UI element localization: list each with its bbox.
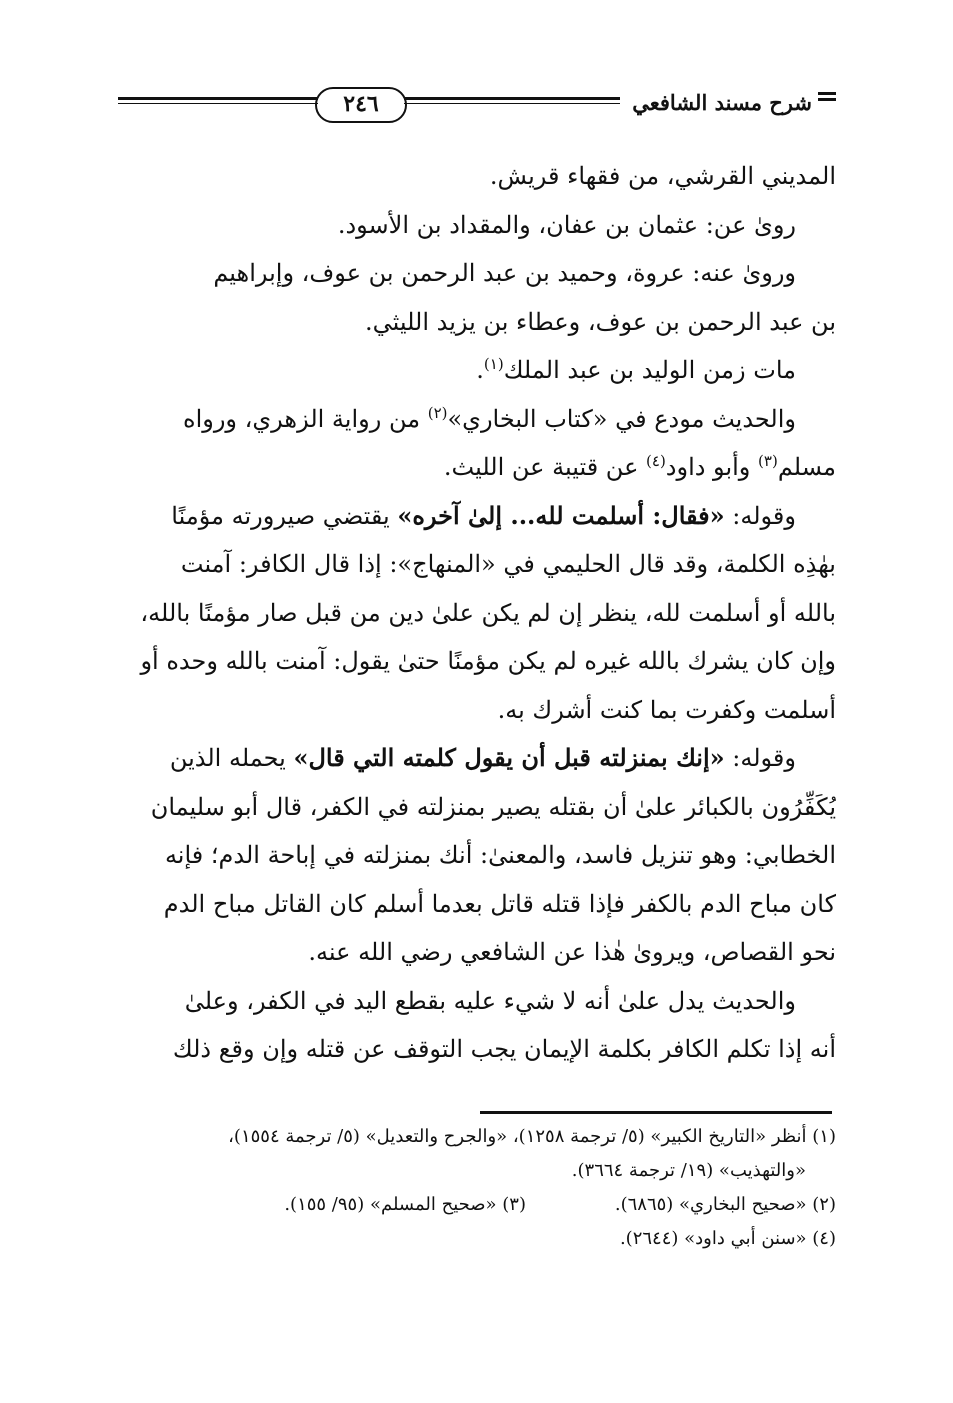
footnote-ref: (٣) (758, 452, 778, 470)
header-rule-left-thin (118, 103, 318, 104)
text-line: والحديث يدل علىٰ أنه لا شيء عليه بقطع اليد في الكفر، وعلىٰ (184, 986, 796, 1015)
header-ornament (818, 92, 836, 104)
header-rule-right (404, 97, 620, 100)
footnote-separator (480, 1111, 832, 1114)
running-title: شرح مسند الشافعي (632, 90, 812, 115)
page-number: ٢٤٦ (315, 87, 407, 123)
text-line: وإن كان يشرك بالله غيره لم يكن مؤمنًا حتىٰ يقول: آمنت بالله وحده أو (140, 647, 836, 675)
text-line: كان مباح الدم بالكفر فإذا قتله قاتل بعدما أسلم كان القاتل مباح الدم (163, 889, 836, 918)
text-line: والحديث مودع في «كتاب البخاري»$^{(٢)}$ من رواية الزهري، ورواه (183, 403, 796, 433)
footnote-ref: (١) (483, 355, 504, 373)
text-line: مات زمن الوليد بن عبد الملك$^{(١)}$. (476, 355, 796, 384)
hadith-quote: «فقال: أسلمت لله... إلىٰ آخره» (397, 500, 725, 530)
text-line: روىٰ عن: عثمان بن عفان، والمقداد بن الأسود. (337, 210, 796, 239)
text-line: مسلم$^{(٣)}$ وأبو داود$^{(٤)}$ عن قتيبة عن الليث. (443, 452, 836, 481)
text-line: بالله أو أسلمت لله، ينظر إن لم يكن علىٰ دين من قبل صار مؤمنًا بالله، (140, 598, 836, 627)
text-line: بن عبد الرحمن بن عوف، وعطاء بن يزيد الليثي. (364, 307, 836, 336)
footnote-1: (١) أنظر «التاريخ الكبير» (٥/ ترجمة ١٢٥٨)، «والجرح والتعديل» (٥/ ترجمة ١٥٥٤)، (228, 1126, 836, 1147)
text-line: وقوله: «إنك بمنزلته قبل أن يقول كلمته التي قال» يحمله الذين (169, 743, 796, 772)
text-line: وروىٰ عنه: عروة، وحميد بن عبد الرحمن بن عوف، وإبراهيم (213, 259, 796, 287)
header-rule-right-thin (404, 103, 620, 104)
text-line: بهٰذِه الكلمة، وقد قال الحليمي في «المنهاج»: إذا قال الكافر: آمنت (180, 550, 836, 578)
footnote-3: (٣) «صحيح المسلم» (٩٥/ ١٥٥). (284, 1194, 526, 1215)
text-line: وقوله: «فقال: أسلمت لله... إلىٰ آخره» يقتضي صيرورته مؤمنًا (171, 500, 796, 530)
text-line: المديني القرشي، من فقهاء قريش. (489, 162, 836, 190)
text-line: الخطابي: وهو تنزيل فاسد، والمعنىٰ: أنك بمنزلته في إباحة الدم؛ فإنه (164, 841, 836, 869)
page-header (118, 80, 836, 130)
footnote-2: (٢) «صحيح البخاري» (٦٨٦٥). (614, 1194, 836, 1215)
footnotes (118, 1120, 836, 1256)
footnote-ref: (٤) (646, 452, 666, 470)
header-rule-left (118, 97, 318, 100)
main-text (118, 152, 836, 1074)
footnote-1-continued: «والتهذيب» (١٩/ ترجمة ٣٦٦٤). (571, 1160, 806, 1181)
footnote-ref: (٢) (427, 403, 448, 422)
hadith-quote: «إنك بمنزلته قبل أن يقول كلمته التي قال» (293, 743, 725, 772)
text-line: يُكَفِّرُون بالكبائر علىٰ أن بقتله يصير بمنزلته في الكفر، قال أبو سليمان (150, 792, 836, 821)
text-line: أنه إذا تكلم الكافر بكلمة الإيمان يجب التوقف عن قتله وإن وقع ذلك (172, 1035, 836, 1063)
footnote-row (118, 1188, 836, 1222)
text-line: نحو القصاص، ويروىٰ هٰذا عن الشافعي رضي الله عنه. (308, 938, 836, 966)
text-line: أسلمت وكفرت بما كنت أشرك به. (497, 695, 836, 724)
footnote-4: (٤) «سنن أبي داود» (٢٦٤٤). (619, 1228, 836, 1249)
